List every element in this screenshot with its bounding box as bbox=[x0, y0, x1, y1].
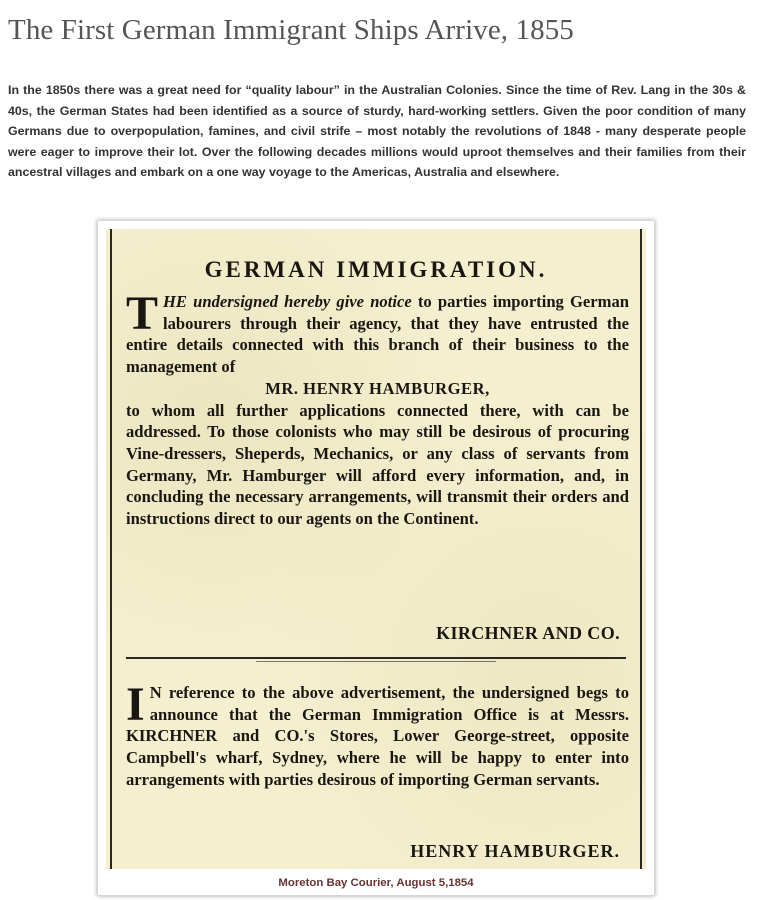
figure-caption: Moreton Bay Courier, August 5,1854 bbox=[278, 877, 474, 889]
advertisement-kirchner bbox=[126, 287, 630, 530]
column-rule-left bbox=[110, 229, 112, 869]
manager-name: MR. HENRY HAMBURGER, bbox=[265, 378, 490, 398]
newspaper-clipping-image bbox=[106, 229, 646, 869]
advertisement-divider bbox=[126, 657, 626, 659]
page-title: The First German Immigrant Ships Arrive, 1855 bbox=[8, 14, 574, 46]
drop-cap-letter: T bbox=[126, 287, 159, 340]
advertisement-first-line: HE undersigned hereby give notice bbox=[163, 292, 412, 311]
signature-kirchner: KIRCHNER AND CO. bbox=[436, 623, 620, 643]
advertisement-first-line: N reference to the above advertisement, bbox=[149, 683, 446, 702]
advertisement-divider-thin bbox=[256, 661, 496, 662]
advertisement-hamburger bbox=[126, 678, 629, 791]
advertisement-body-after: to whom all further applications connected there, with can be addressed. To those colonists who may still be desirous of procuring Vine-dressers, Sheperds, Mechanics, or any class of servants from Germany, Mr. Hamburger will afford every information, and, in concluding the necessary arrangements, will transmit their orders and instructions direct to our agents on the Continent. bbox=[126, 400, 629, 529]
column-rule-right bbox=[640, 229, 642, 869]
newspaper-figure bbox=[97, 220, 655, 896]
advertisement-body-before: to parties importing German labourers through their agency, that they have entrusted the entire details connected with this branch of their business to the management of bbox=[126, 292, 630, 377]
advertisement-heading: GERMAN IMMIGRATION. bbox=[204, 257, 548, 282]
intro-paragraph: In the 1850s there was a great need for “quality labour” in the Australian Colonies. Since the time of Rev. Lang in the 30s & 40s, the German States had been identified as a source of sturdy, hard-working settlers. Given the poor condition of many Germans due to overpopulation, famines, and civil strife – most notably the revolutions of 1848 - many desperate people were eager to improve their lot. Over the following decades millions would uproot themselves and their families from their ancestral villages and embark on a one way voyage to the Americas, Australia and elsewhere. bbox=[8, 83, 746, 179]
advertisement-body: the undersigned begs to announce that the German Immigration Office is at Messrs. KIRCHNER and CO.'s Stores, Lower George-street, opposite Campbell's wharf, Sydney, where he will be happy to enter into arrangements with parties desirous of importing German servants. bbox=[126, 683, 629, 789]
signature-hamburger: HENRY HAMBURGER. bbox=[410, 841, 620, 861]
drop-cap-letter: I bbox=[126, 678, 145, 731]
